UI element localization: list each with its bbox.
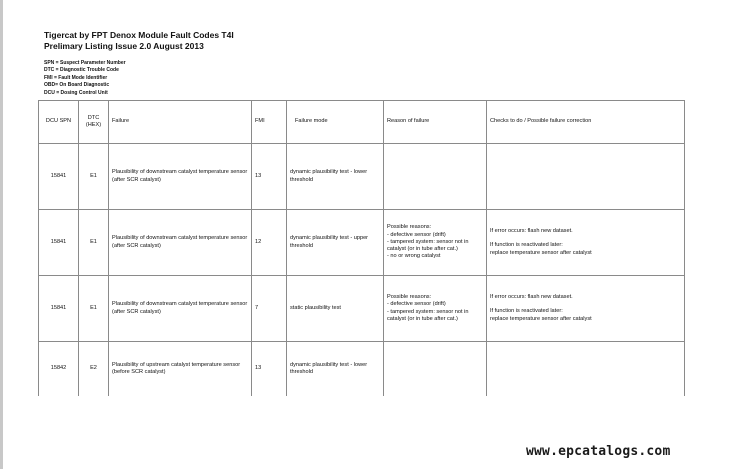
cell-failure: Plausibility of upstream catalyst temperature sensor (before SCR catalyst) — [109, 342, 252, 397]
header-dtc-hex — [79, 101, 109, 144]
cell-fmi: 12 — [252, 210, 287, 276]
reason-line: - no or wrong catalyst — [387, 253, 441, 260]
cell-failure: Plausibility of downstream catalyst temperature sensor (after SCR catalyst) — [109, 144, 252, 210]
checks-spacer — [490, 301, 681, 308]
table-row — [39, 342, 685, 397]
header-dtc-line: DTC — [87, 114, 100, 121]
cell-spn: 15841 — [39, 144, 79, 210]
header-dcu-spn: DCU SPN — [39, 101, 79, 144]
checks-spacer — [490, 235, 681, 242]
cell-spn: 15842 — [39, 342, 79, 397]
cell-failure-mode: dynamic plausibility test - lower threshold — [287, 342, 384, 397]
legend-item: OBD= On Board Diagnostic — [44, 82, 110, 89]
checks-line: If function is reactivated later: — [490, 308, 563, 315]
cell-failure-mode: static plausibility test — [287, 276, 384, 342]
title-line-1: Tigercat by FPT Denox Module Fault Codes T4I — [44, 30, 234, 40]
cell-dtc: E2 — [79, 342, 109, 397]
page-left-edge — [0, 0, 3, 469]
header-failure: Failure — [109, 101, 252, 144]
watermark-text: www.epcatalogs.com — [526, 444, 671, 459]
checks-line: replace temperature sensor after catalyst — [490, 249, 592, 256]
cell-checks — [487, 144, 685, 210]
cell-checks — [487, 342, 685, 397]
header-checks: Checks to do / Possible failure correction — [487, 101, 685, 144]
checks-line: replace temperature sensor after catalyst — [490, 315, 592, 322]
reason-line: - defective sensor (drift) — [387, 231, 446, 238]
cell-dtc: E1 — [79, 144, 109, 210]
cell-fmi: 13 — [252, 144, 287, 210]
table-row — [39, 276, 685, 342]
table-header-row — [39, 101, 685, 144]
legend-item: DTC = Diagnostic Trouble Code — [44, 67, 119, 74]
cell-failure-mode: dynamic plausibility test - upper threshold — [287, 210, 384, 276]
table-row — [39, 144, 685, 210]
cell-checks — [487, 210, 685, 276]
header-failure-mode: Failure mode — [287, 101, 384, 144]
cell-failure-mode: dynamic plausibility test - lower threshold — [287, 144, 384, 210]
cell-reason — [384, 342, 487, 397]
cell-reason — [384, 210, 487, 276]
header-fmi: FMI — [252, 101, 287, 144]
cell-checks — [487, 276, 685, 342]
header-reason: Reason of failure — [384, 101, 487, 144]
cell-spn: 15841 — [39, 276, 79, 342]
legend-item: DCU = Dosing Control Unit — [44, 89, 108, 96]
cell-failure: Plausibility of downstream catalyst temperature sensor (after SCR catalyst) — [109, 210, 252, 276]
abbreviation-legend — [44, 60, 126, 97]
cell-fmi: 7 — [252, 276, 287, 342]
cell-dtc: E1 — [79, 276, 109, 342]
title-line-2: Prelimary Listing Issue 2.0 August 2013 — [44, 41, 204, 51]
document-title — [44, 30, 234, 52]
cell-fmi: 13 — [252, 342, 287, 397]
fault-codes-table — [38, 100, 685, 396]
checks-line: If error occurs: flash new dataset. — [490, 228, 573, 235]
reason-line: - tampered system: sensor not in catalyst (or in tube after cat.) — [387, 238, 469, 253]
reason-line: - tampered system: sensor not in catalyst (or in tube after cat.) — [387, 308, 469, 322]
cell-dtc: E1 — [79, 210, 109, 276]
cell-failure: Plausibility of downstream catalyst temperature sensor (after SCR catalyst) — [109, 276, 252, 342]
cell-reason — [384, 276, 487, 342]
table-row — [39, 210, 685, 276]
reason-line: - defective sensor (drift) — [387, 301, 446, 308]
checks-line: If function is reactivated later: — [490, 242, 563, 249]
cell-reason — [384, 144, 487, 210]
header-hex-line: (HEX) — [85, 122, 102, 128]
reason-line: Possible reasons: — [387, 294, 432, 301]
cell-spn: 15841 — [39, 210, 79, 276]
legend-item: FMI = Fault Mode Identifier — [44, 74, 108, 81]
legend-item: SPN = Suspect Parameter Number — [44, 60, 126, 66]
checks-line: If error occurs: flash new dataset. — [490, 294, 573, 301]
reason-line: Possible reasons: — [387, 224, 432, 231]
